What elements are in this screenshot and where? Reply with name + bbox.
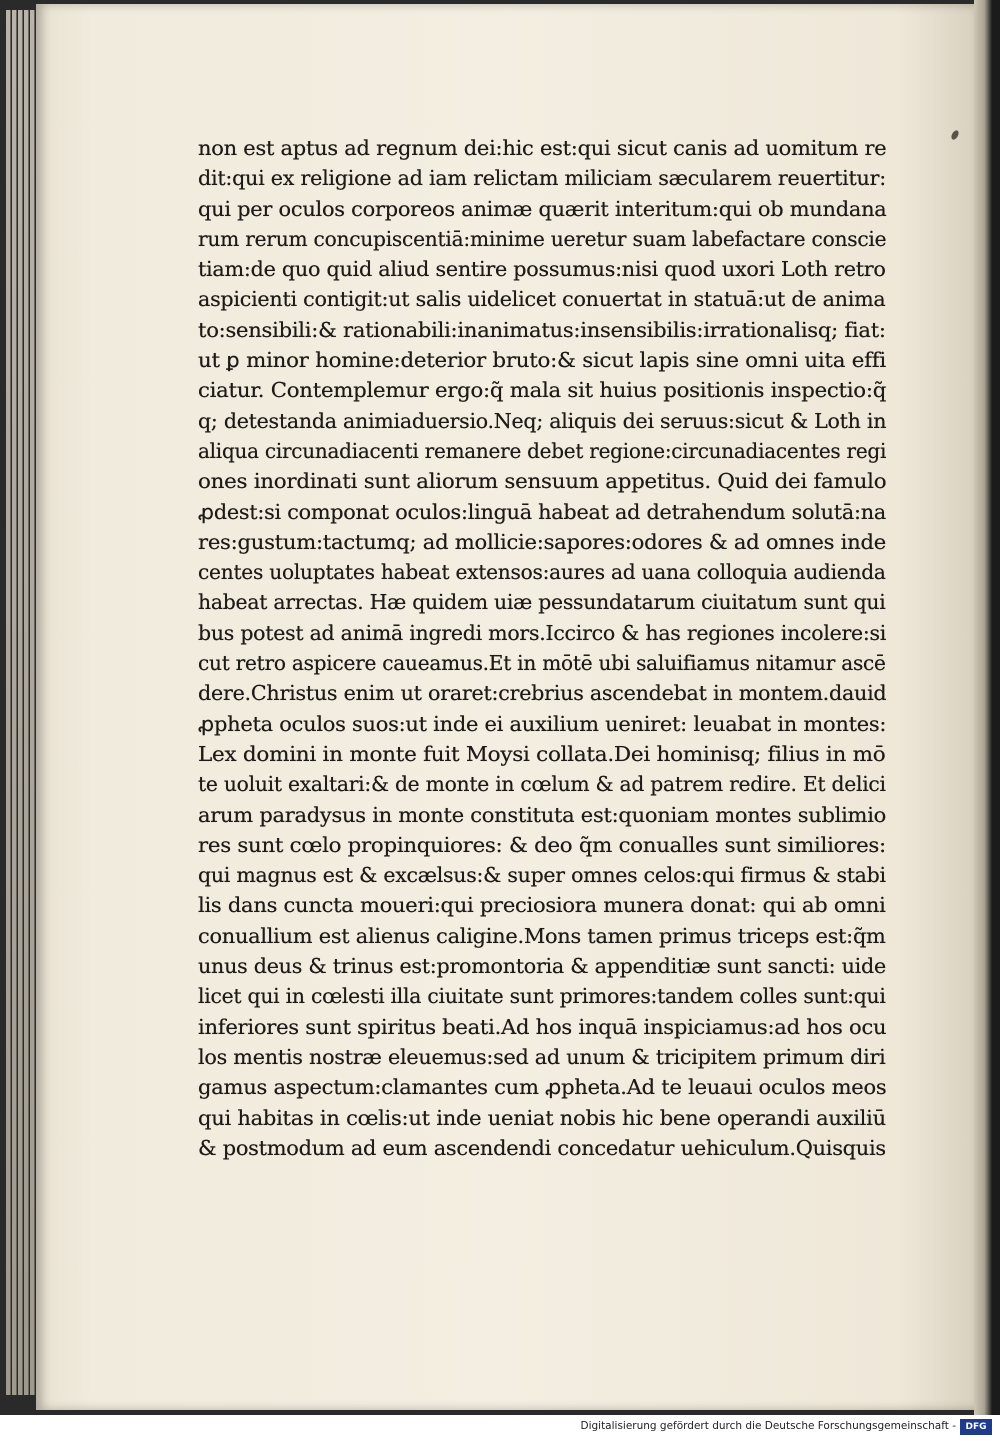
- text-line: qui per oculos corporeos animæ quærit interitum:qui ob mundana: [198, 196, 887, 221]
- text-line: tiam:de quo quid aliud sentire possumus:nisi quod uxori Loth retro: [198, 257, 886, 282]
- text-line: cut retro aspicere caueamus.Et in mōtē ubi saluifiamus nitamur ascē: [198, 651, 886, 676]
- text-line: qui habitas in cœlis:ut inde ueniat nobis hic bene operandi auxiliū: [198, 1105, 886, 1130]
- page-edge: [6, 10, 11, 1395]
- page-edge: [24, 10, 29, 1395]
- text-line: to:sensibili:& rationabili:inanimatus:insensibilis:irrationalisq; fiat:: [198, 317, 886, 342]
- dfg-logo: DFG: [960, 1419, 992, 1435]
- text-line: licet qui in cœlesti illa ciuitate sunt primores:tandem colles sunt:qui: [198, 984, 886, 1009]
- text-line: qui magnus est & excælsus:& super omnes celos:qui firmus & stabi: [198, 863, 886, 888]
- text-line: ones inordinati sunt aliorum sensuum appetitus. Quid dei famulo: [198, 469, 887, 494]
- text-line: res:gustum:tactumq; ad mollicie:sapores:odores & ad omnes inde: [198, 529, 886, 554]
- text-line: dit:qui ex religione ad iam relictam miliciam sæcularem reuertitur:: [198, 166, 886, 191]
- text-line: q; detestanda animiaduersio.Neq; aliquis dei seruus:sicut & Loth in: [198, 408, 887, 433]
- text-line: unus deus & trinus est:promontoria & appenditiæ sunt sancti: uide: [198, 954, 886, 979]
- footer-bar: [0, 1415, 1000, 1441]
- text-line: non est aptus ad regnum dei:hic est:qui sicut canis ad uomitum re: [198, 136, 887, 160]
- text-line: habeat arrectas. Hæ quidem uiæ pessundatarum ciuitatum sunt qui: [198, 590, 886, 615]
- text-line: aliqua circunadiacenti remanere debet regione:circunadiacentes regi: [198, 438, 887, 463]
- page-edge: [12, 10, 17, 1395]
- page-edge: [18, 10, 23, 1395]
- text-line: los mentis nostræ eleuemus:sed ad unum & tricipitem primum diri: [198, 1044, 886, 1069]
- text-line: dere.Christus enim ut oraret:crebrius ascendebat in montem.dauid: [198, 681, 887, 706]
- text-line: centes uoluptates habeat extensos:aures ad uana colloquia audienda: [198, 560, 886, 585]
- text-line: bus potest ad animā ingredi mors.Iccirco & has regiones incolere:si: [198, 620, 887, 645]
- digitization-credit: Digitalisierung gefördert durch die Deutsche Forschungsgemeinschaft -: [580, 1420, 956, 1432]
- text-line: inferiores sunt spiritus beati.Ad hos inquā inspiciamus:ad hos ocu: [198, 1014, 887, 1039]
- text-line: ꝓdest:si componat oculos:linguā habeat ad detrahendum solutā:na: [198, 499, 886, 524]
- text-line: te uoluit exaltari:& de monte in cœlum & ad patrem redire. Et delici: [198, 772, 886, 797]
- text-line: ut ꝑ minor homine:deterior bruto:& sicut lapis sine omni uita effi: [198, 348, 886, 373]
- text-column: [198, 133, 888, 1163]
- text-line: ciatur. Contemplemur ergo:q̃ mala sit huius positionis inspectio:q̃: [198, 378, 887, 403]
- text-line: Lex domini in monte fuit Moysi collata.Dei hominisq; filius in mō: [198, 741, 886, 766]
- page-gutter-shadow: [974, 0, 1000, 1415]
- text-line: res sunt cœlo propinquiores: & deo q̃m conualles sunt similiores:: [198, 832, 886, 857]
- text-line: lis dans cuncta moueri:qui preciosiora munera donat: qui ab omni: [198, 893, 886, 918]
- text-line: gamus aspectum:clamantes cum ꝓpheta.Ad te leuaui oculos meos: [198, 1075, 887, 1100]
- text-line: aspicienti contigit:ut salis uidelicet conuertat in statuā:ut de anima: [198, 287, 886, 312]
- text-line: rum rerum concupiscentiā:minime ueretur suam labefactare conscie: [198, 226, 887, 251]
- text-line: & postmodum ad eum ascendendi concedatur uehiculum.Quisquis: [198, 1135, 886, 1160]
- text-line: arum paradysus in monte constituta est:quoniam montes sublimio: [198, 802, 887, 827]
- page-edge: [30, 10, 35, 1395]
- text-line: conuallium est alienus caligine.Mons tamen primus triceps est:q̃m: [198, 923, 886, 948]
- text-line: ꝓpheta oculos suos:ut inde ei auxilium ueniret: leuabat in montes:: [198, 711, 887, 736]
